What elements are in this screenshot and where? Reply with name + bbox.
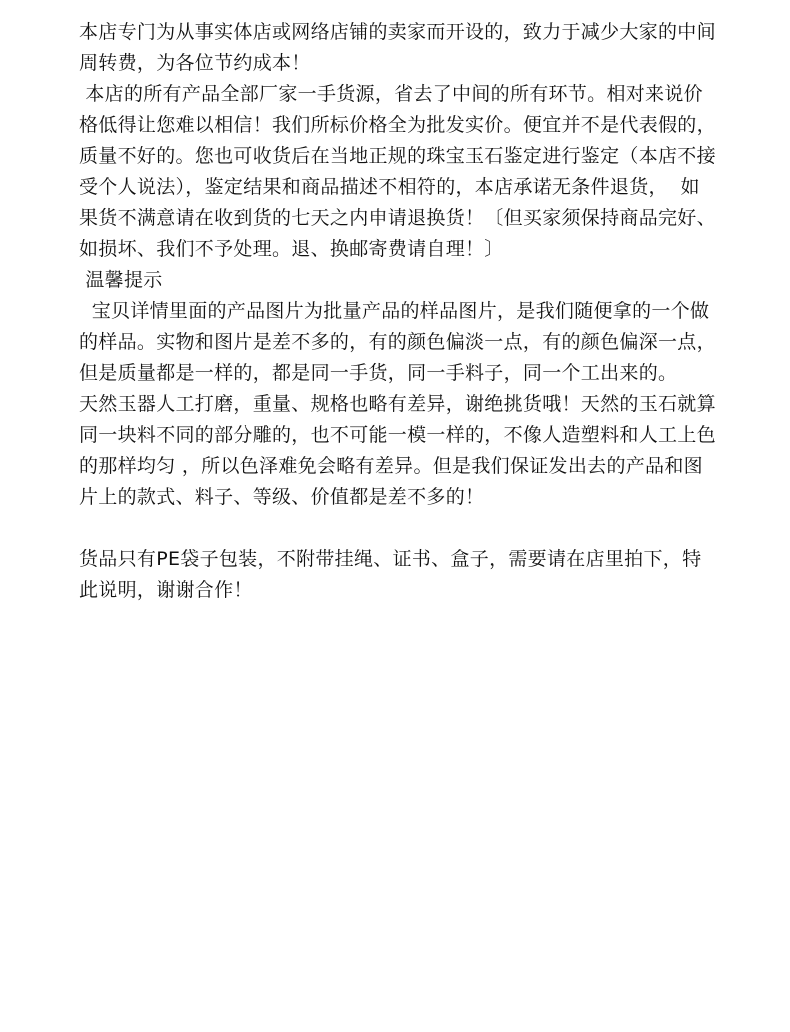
packaging-paragraph: 货品只有PE袋子包装，不附带挂绳、证书、盒子，需要请在店里拍下，特此说明，谢谢合作！	[79, 548, 702, 601]
natural-jade-paragraph: 天然玉器人工打磨，重量、规格也略有差异，谢绝挑货哦！天然的玉石就算同一块料不同的部分雕的，也不可能一模一样的，不像人造塑料和人工上色的那样均匀 ，所以色泽难免会略有差异。但是我们保证发出去的产品和图片上的款式、料子、等级、价值都是差不多的！	[79, 393, 716, 508]
document-body	[79, 17, 719, 606]
tips-paragraph: 宝贝详情里面的产品图片为批量产品的样品图片，是我们随便拿的一个做的样品。实物和图片是差不多的，有的颜色偏淡一点，有的颜色偏深一点，但是质量都是一样的，都是同一手货，同一手料子，同一个工出来的。	[79, 300, 716, 384]
tips-heading: 温馨提示	[79, 269, 163, 291]
blank-line	[79, 513, 719, 544]
intro-paragraph: 本店专门为从事实体店或网络店铺的卖家而开设的，致力于减少大家的中间周转费，为各位节约成本！	[79, 21, 716, 74]
source-paragraph: 本店的所有产品全部厂家一手货源，省去了中间的所有环节。相对来说价格低得让您难以相信！我们所标价格全为批发实价。便宜并不是代表假的，质量不好的。您也可收货后在当地正规的珠宝玉石鉴定进行鉴定（本店不接受个人说法），鉴定结果和商品描述不相符的，本店承诺无条件退货， 如果货不满意请在收到货的七天之内申请退换货！〔但买家须保持商品完好、如损坏、我们不予处理。退、换邮寄费请自理！〕	[79, 83, 716, 260]
